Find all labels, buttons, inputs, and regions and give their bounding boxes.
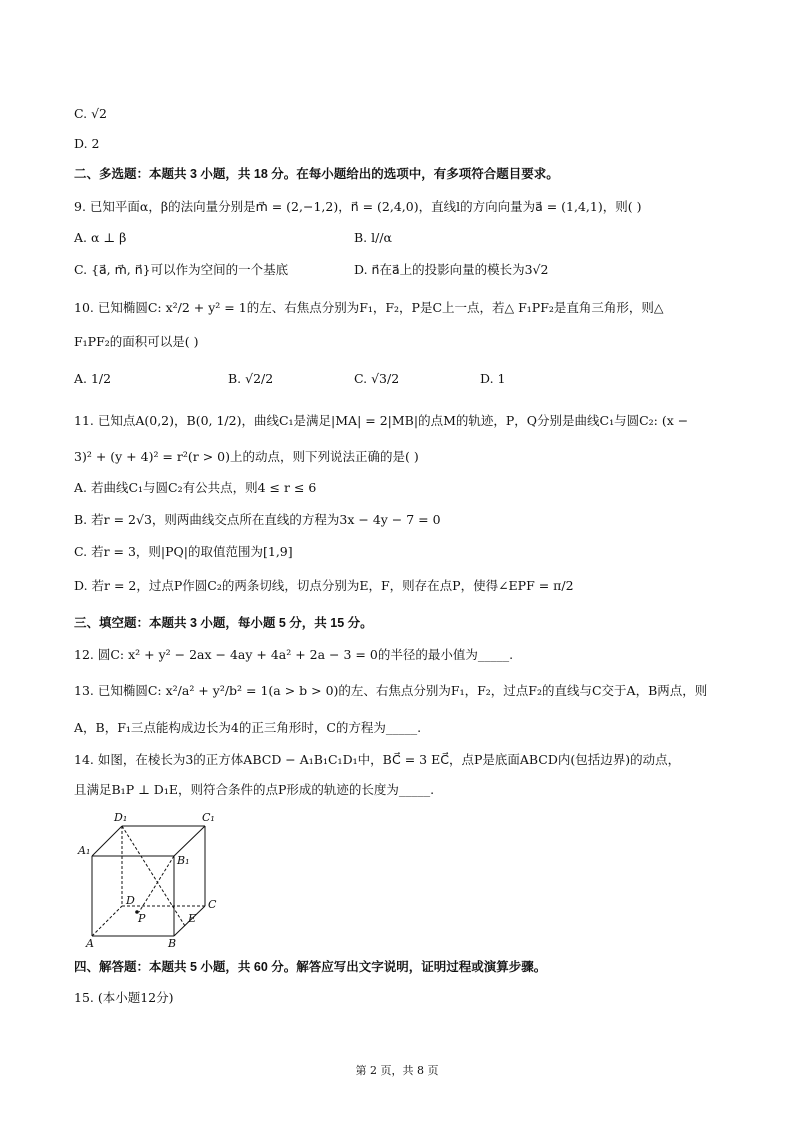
question-10-option-b: B. √2/2 <box>228 371 274 386</box>
question-11-option-d: D. 若r = 2，过点P作圆C₂的两条切线，切点分别为E，F，则存在点P，使得∠EPF = π/2 <box>74 578 574 593</box>
label-b: B <box>168 937 177 950</box>
option-c-top: C. √2 <box>74 106 107 121</box>
section-3-header: 三、填空题：本题共 3 小题，每小题 5 分，共 15 分。 <box>74 616 373 630</box>
label-d1: D₁ <box>114 811 128 824</box>
question-10-option-a: A. 1/2 <box>74 371 112 386</box>
cube-figure <box>74 808 224 953</box>
question-14-line-1: 14. 如图，在棱长为3的正方体ABCD − A₁B₁C₁D₁中，BC⃗ = 3 EC⃗，点P是底面ABCD内(包括边界)的动点， <box>74 752 681 767</box>
question-11-stem-1: 11. 已知点A(0,2)，B(0, 1/2)，曲线C₁是满足|MA| = 2|MB|的点M的轨迹，P，Q分别是曲线C₁与圆C₂: (x − <box>74 413 689 428</box>
label-b1: B₁ <box>177 854 190 867</box>
question-9-option-c: C. {a⃗, m⃗, n⃗}可以作为空间的一个基底 <box>74 262 289 277</box>
question-9-option-b: B. l//α <box>354 230 392 245</box>
question-13-line-1: 13. 已知椭圆C: x²/a² + y²/b² = 1(a > b > 0)的左、右焦点分别为F₁，F₂，过点F₂的直线与C交于A，B两点，则 <box>74 683 708 698</box>
section-2-header: 二、多选题：本题共 3 小题，共 18 分。在每小题给出的选项中，有多项符合题目要求。 <box>74 167 559 181</box>
question-12: 12. 圆C: x² + y² − 2ax − 4ay + 4a² + 2a − 3 = 0的半径的最小值为_____. <box>74 647 514 662</box>
cube-diagram <box>74 808 224 950</box>
question-14-line-2: 且满足B₁P ⊥ D₁E，则符合条件的点P形成的轨迹的长度为_____. <box>74 782 435 797</box>
label-e: E <box>188 912 197 925</box>
label-a: A <box>86 937 94 950</box>
option-d-top: D. 2 <box>74 136 100 151</box>
question-10-option-c: C. √3/2 <box>354 371 400 386</box>
question-11-option-c: C. 若r = 3，则|PQ|的取值范围为[1,9] <box>74 544 293 559</box>
question-11-stem-2: 3)² + (y + 4)² = r²(r > 0)上的动点，则下列说法正确的是( ) <box>74 449 419 464</box>
label-p: P <box>138 912 146 925</box>
question-15: 15. (本小题12分) <box>74 990 174 1005</box>
question-10-option-d: D. 1 <box>480 371 506 386</box>
section-4-header: 四、解答题：本题共 5 小题，共 60 分。解答应写出文字说明，证明过程或演算步骤。 <box>74 960 547 974</box>
question-9-stem: 9. 已知平面α，β的法向量分别是m⃗ = (2,−1,2)，n⃗ = (2,4,0)，直线l的方向向量为a⃗ = (1,4,1)，则( ) <box>74 199 642 214</box>
question-9-option-d: D. n⃗在a⃗上的投影向量的模长为3√2 <box>354 262 549 277</box>
page-footer: 第 2 页，共 8 页 <box>355 1064 439 1077</box>
question-10-stem-2: F₁PF₂的面积可以是( ) <box>74 334 199 349</box>
question-11-option-b: B. 若r = 2√3，则两曲线交点所在直线的方程为3x − 4y − 7 = 0 <box>74 512 441 527</box>
question-10-stem-1: 10. 已知椭圆C: x²/2 + y² = 1的左、右焦点分别为F₁，F₂，P是C上一点，若△ F₁PF₂是直角三角形，则△ <box>74 300 664 315</box>
question-9-option-a: A. α ⊥ β <box>74 230 127 245</box>
question-13-line-2: A，B，F₁三点能构成边长为4的正三角形时，C的方程为_____. <box>74 720 422 735</box>
question-11-option-a: A. 若曲线C₁与圆C₂有公共点，则4 ≤ r ≤ 6 <box>74 480 317 495</box>
label-c1: C₁ <box>202 811 215 824</box>
label-a1: A₁ <box>78 844 91 857</box>
label-d: D <box>126 894 135 907</box>
label-c: C <box>208 898 217 911</box>
